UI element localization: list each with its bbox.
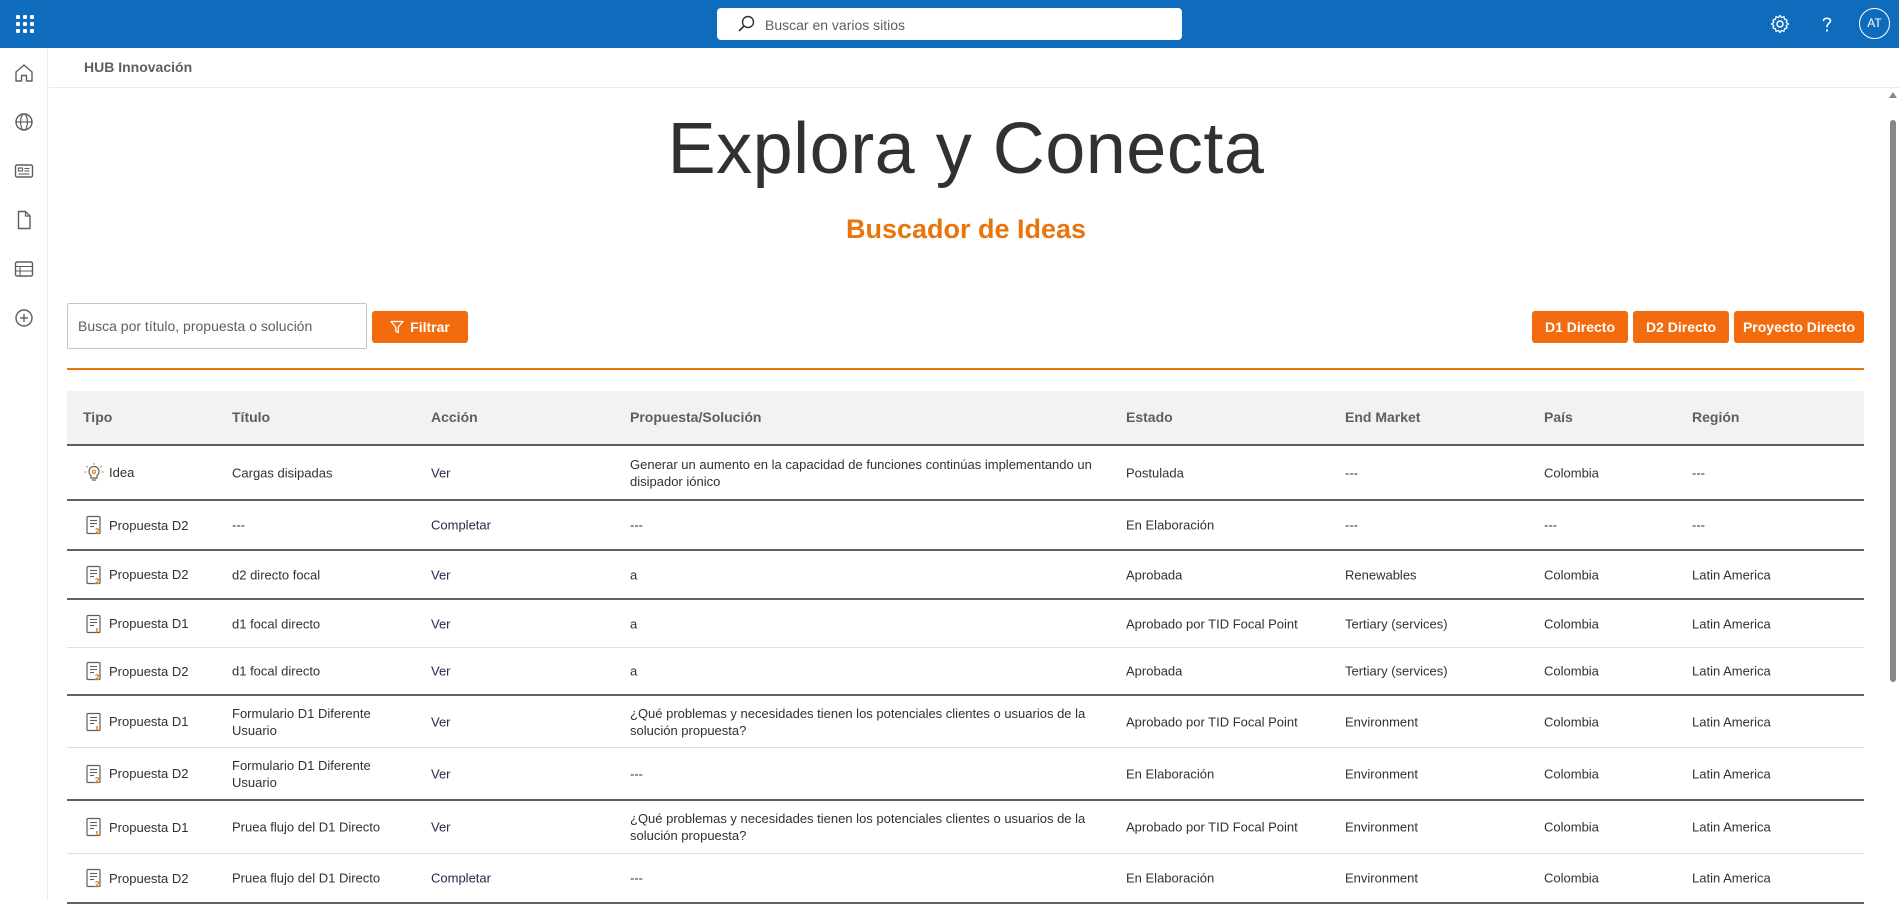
form-d1-icon: [83, 711, 103, 733]
d1-direct-button[interactable]: [1532, 311, 1628, 343]
filter-button[interactable]: [372, 311, 468, 343]
ideas-table: [67, 391, 1864, 904]
cell-region: Latin America: [1692, 819, 1771, 835]
cell-end-market: Tertiary (services): [1345, 616, 1448, 631]
cell-titulo: ---: [232, 517, 245, 533]
table-row: [67, 551, 1864, 600]
form-d2-icon: [83, 763, 103, 785]
tipo-label: Propuesta D2: [109, 870, 189, 886]
cell-region: Latin America: [1692, 870, 1771, 886]
page-scrollbar[interactable]: [1887, 88, 1899, 900]
cell-estado: Aprobada: [1126, 567, 1183, 582]
cell-estado: Aprobado por TID Focal Point: [1126, 616, 1298, 631]
d2-direct-button[interactable]: [1633, 311, 1729, 343]
column-header-pais[interactable]: País: [1544, 409, 1573, 425]
table-row: [67, 696, 1864, 748]
site-header: [49, 48, 1899, 88]
cell-pais: Colombia: [1544, 616, 1599, 631]
cell-propuesta: a: [630, 616, 638, 631]
action-link[interactable]: Ver: [431, 567, 451, 582]
cell-pais: ---: [1544, 517, 1557, 533]
cell-estado: Aprobada: [1126, 663, 1183, 679]
page-subtitle: Buscador de Ideas: [845, 214, 1087, 244]
cell-estado: En Elaboración: [1126, 766, 1215, 781]
form-d1-icon: [83, 613, 103, 635]
cell-end-market: Environment: [1345, 870, 1418, 886]
cell-end-market: Renewables: [1345, 567, 1417, 582]
cell-estado: Aprobado por TID Focal Point: [1126, 819, 1298, 835]
help-icon[interactable]: [1815, 12, 1839, 36]
page-title: Explora y Conecta: [667, 109, 1265, 189]
cell-region: ---: [1692, 465, 1705, 480]
cell-region: Latin America: [1692, 714, 1771, 729]
cell-propuesta: a: [630, 663, 638, 679]
tipo-label: Propuesta D1: [109, 616, 189, 631]
create-add-icon[interactable]: [12, 306, 36, 330]
action-link[interactable]: Completar: [431, 517, 491, 533]
cell-tipo: [83, 711, 189, 733]
cell-estado: En Elaboración: [1126, 870, 1215, 886]
cell-propuesta: ---: [630, 517, 643, 533]
action-link[interactable]: Ver: [431, 714, 451, 729]
form-d1-icon: [83, 816, 103, 838]
cell-region: Latin America: [1692, 567, 1771, 582]
tipo-label: Propuesta D2: [109, 517, 189, 533]
cell-estado: En Elaboración: [1126, 517, 1215, 533]
cell-titulo: Formulario D1 Diferente Usuario: [232, 705, 371, 738]
cell-region: Latin America: [1692, 766, 1771, 781]
cell-pais: Colombia: [1544, 465, 1599, 480]
cell-titulo: Formulario D1 Diferente Usuario: [232, 757, 371, 790]
table-row: [67, 600, 1864, 648]
table-header: [67, 391, 1864, 446]
cell-end-market: Environment: [1345, 819, 1418, 835]
tipo-label: Propuesta D1: [109, 714, 189, 729]
column-header-region[interactable]: Región: [1692, 409, 1740, 425]
cell-end-market: Tertiary (services): [1345, 663, 1448, 679]
idea-search-input[interactable]: [67, 303, 367, 349]
column-header-propuesta[interactable]: Propuesta/Solución: [630, 409, 762, 425]
cell-pais: Colombia: [1544, 766, 1599, 781]
action-link[interactable]: Ver: [431, 663, 451, 679]
global-search-input[interactable]: [763, 8, 1167, 42]
global-search-box[interactable]: [717, 8, 1182, 40]
form-d2-icon: [83, 867, 103, 889]
action-link[interactable]: Ver: [431, 766, 451, 781]
form-d2-icon: [83, 514, 103, 536]
cell-propuesta: ¿Qué problemas y necesidades tienen los potenciales clientes o usuarios de la solución propuesta?: [630, 811, 1086, 843]
table-row: [67, 501, 1864, 551]
column-header-end-market[interactable]: End Market: [1345, 409, 1421, 425]
cell-tipo: [83, 660, 189, 682]
site-name-link[interactable]: HUB Innovación: [84, 59, 193, 75]
column-header-estado[interactable]: Estado: [1126, 409, 1173, 425]
avatar[interactable]: AT: [1859, 8, 1890, 39]
lightbulb-icon: [83, 462, 103, 484]
cell-propuesta: ---: [630, 766, 643, 781]
cell-pais: Colombia: [1544, 819, 1599, 835]
table-row: [67, 748, 1864, 801]
cell-region: Latin America: [1692, 616, 1771, 631]
cell-propuesta: ---: [630, 870, 643, 886]
cell-propuesta: a: [630, 567, 638, 582]
tipo-label: Propuesta D2: [109, 766, 189, 781]
cell-pais: Colombia: [1544, 567, 1599, 582]
scroll-up-arrow-icon[interactable]: [1889, 92, 1897, 98]
action-link[interactable]: Ver: [431, 616, 451, 631]
app-launcher-icon[interactable]: [12, 12, 36, 36]
d1-direct-label: D1 Directo: [1544, 319, 1616, 335]
column-header-tipo[interactable]: Tipo: [83, 409, 113, 425]
tipo-label: Propuesta D1: [109, 819, 189, 835]
cell-tipo: [83, 867, 189, 889]
cell-titulo: Cargas disipadas: [232, 465, 333, 480]
top-bar: [0, 0, 1899, 48]
scrollbar-thumb[interactable]: [1890, 120, 1896, 682]
action-link[interactable]: Ver: [431, 465, 451, 480]
tipo-label: Propuesta D2: [109, 567, 189, 582]
orange-divider: [67, 368, 1864, 370]
project-direct-button[interactable]: [1734, 311, 1864, 343]
tipo-label: Idea: [109, 465, 135, 480]
cell-region: Latin America: [1692, 663, 1771, 679]
cell-pais: Colombia: [1544, 714, 1599, 729]
cell-pais: Colombia: [1544, 663, 1599, 679]
cell-end-market: ---: [1345, 517, 1358, 533]
table-row: [67, 648, 1864, 696]
cell-end-market: Environment: [1345, 714, 1418, 729]
cell-end-market: ---: [1345, 465, 1358, 480]
cell-end-market: Environment: [1345, 766, 1418, 781]
action-link[interactable]: Completar: [431, 870, 491, 886]
form-d2-icon: [83, 660, 103, 682]
cell-propuesta: Generar un aumento en la capacidad de funciones continúas implementando un disipador iónico: [630, 456, 1092, 489]
cell-tipo: [83, 564, 189, 586]
cell-tipo: [83, 816, 189, 838]
column-header-accion[interactable]: Acción: [431, 409, 478, 425]
lists-icon[interactable]: [12, 257, 36, 281]
table-body: [67, 446, 1864, 904]
table-row: [67, 854, 1864, 904]
cell-propuesta: ¿Qué problemas y necesidades tienen los potenciales clientes o usuarios de la solución propuesta?: [630, 705, 1086, 738]
cell-region: ---: [1692, 517, 1705, 533]
filter-button-label: Filtrar: [410, 319, 450, 335]
table-row: [67, 446, 1864, 501]
cell-titulo: Pruea flujo del D1 Directo: [232, 819, 381, 835]
cell-tipo: [83, 613, 189, 635]
project-direct-label: Proyecto Directo: [1742, 319, 1856, 335]
cell-titulo: d2 directo focal: [232, 567, 321, 582]
cell-titulo: d1 focal directo: [232, 616, 321, 631]
settings-gear-icon[interactable]: [1768, 12, 1792, 36]
cell-tipo: [83, 462, 134, 484]
tipo-label: Propuesta D2: [109, 663, 189, 679]
search-icon: [737, 15, 755, 33]
form-d2-icon: [83, 564, 103, 586]
filter-funnel-icon: [390, 320, 404, 334]
table-row: [67, 801, 1864, 854]
action-link[interactable]: Ver: [431, 819, 451, 835]
home-icon[interactable]: [12, 61, 36, 85]
cell-estado: Postulada: [1126, 465, 1184, 480]
cell-titulo: Pruea flujo del D1 Directo: [232, 870, 381, 886]
cell-tipo: [83, 763, 189, 785]
cell-titulo: d1 focal directo: [232, 663, 321, 679]
column-header-titulo[interactable]: Título: [232, 409, 271, 425]
cell-tipo: [83, 514, 189, 536]
d2-direct-label: D2 Directo: [1645, 319, 1717, 335]
cell-pais: Colombia: [1544, 870, 1599, 886]
cell-estado: Aprobado por TID Focal Point: [1126, 714, 1298, 729]
